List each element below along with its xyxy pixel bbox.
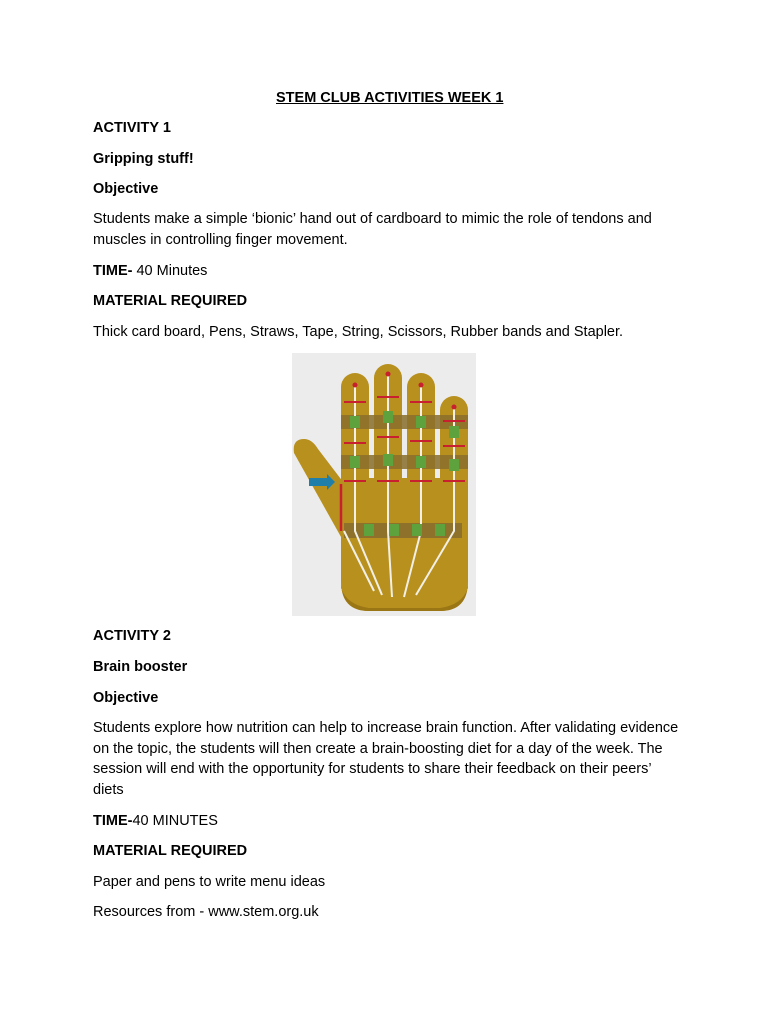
activity1-time bbox=[93, 261, 207, 281]
activity2-time-label: TIME- bbox=[93, 813, 133, 829]
activity2-time bbox=[93, 811, 218, 831]
activity1-material-label: MATERIAL REQUIRED bbox=[93, 293, 248, 309]
bionic-hand-icon bbox=[292, 353, 476, 616]
activity2-time-value: 40 MINUTES bbox=[132, 813, 218, 829]
activity2-objective-label: Objective bbox=[93, 690, 159, 706]
bionic-hand-figure bbox=[292, 353, 476, 616]
activity2-objective-text: Students explore how nutrition can help to increase brain function. After validating evidence on the topic, the students will then create a brain-boosting diet for a day of the week. The session will end with the opportunity for students to share their feedback on their peers’ diets bbox=[93, 720, 679, 798]
activity1-objective-label: Objective bbox=[93, 181, 159, 197]
activity2-material-label: MATERIAL REQUIRED bbox=[93, 843, 248, 859]
activity1-time-value: 40 Minutes bbox=[132, 263, 208, 279]
activity1-heading: ACTIVITY 1 bbox=[93, 120, 171, 136]
activity1-time-label: TIME- bbox=[93, 263, 133, 279]
activity2-heading: ACTIVITY 2 bbox=[93, 628, 171, 644]
activity2-material-text: Paper and pens to write menu ideas bbox=[93, 874, 326, 890]
activity2-resources-text: Resources from - www.stem.org.uk bbox=[93, 904, 319, 920]
activity2-name: Brain booster bbox=[93, 659, 188, 675]
activity1-name: Gripping stuff! bbox=[93, 151, 194, 167]
document-title: STEM CLUB ACTIVITIES WEEK 1 bbox=[276, 90, 504, 106]
activity1-objective-text: Students make a simple ‘bionic’ hand out of cardboard to mimic the role of tendons and muscles in controlling finger movement. bbox=[93, 211, 652, 248]
activity1-material-text: Thick card board, Pens, Straws, Tape, String, Scissors, Rubber bands and Stapler. bbox=[93, 324, 624, 340]
